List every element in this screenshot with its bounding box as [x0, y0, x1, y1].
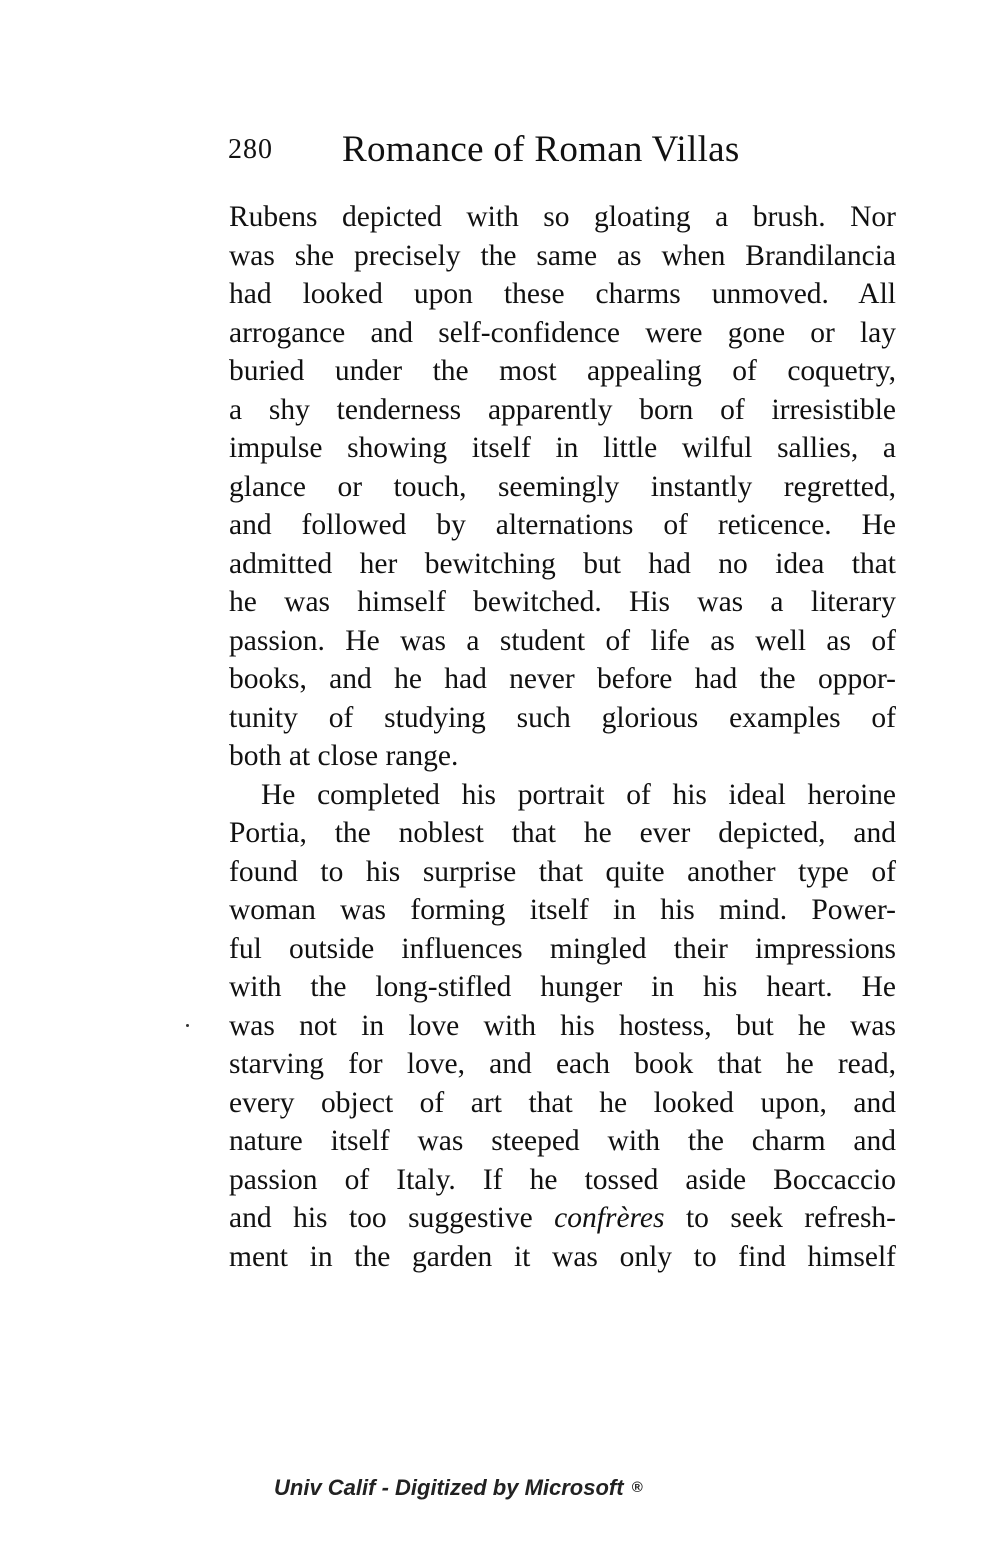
digitized-credit: Univ Calif - Digitized by Microsoft — [274, 1475, 624, 1500]
text-line: ment in the garden it was only to find himself — [229, 1240, 896, 1273]
text-line: nature itself was steeped with the charm and — [229, 1125, 896, 1157]
text-segment: to seek refresh- — [685, 1202, 897, 1234]
text-segment: and his too suggestive — [229, 1202, 533, 1234]
text-line: He completed his portrait of his ideal heroine — [261, 778, 896, 811]
text-line: had looked upon these charms unmoved. All — [229, 278, 896, 310]
text-line: books, and he had never before had the oppor- — [229, 663, 896, 695]
text-line: a shy tenderness apparently born of irresistible — [229, 393, 896, 426]
body-text — [229, 198, 896, 1276]
text-line: woman was forming itself in his mind. Power- — [229, 894, 896, 926]
text-line: every object of art that he looked upon, and — [229, 1086, 896, 1119]
text-line: impulse showing itself in little wilful sallies, a — [229, 432, 896, 464]
text-line: passion of Italy. If he tossed aside Boccaccio — [229, 1163, 896, 1196]
page-header — [228, 128, 908, 178]
text-line: both at close range. — [229, 740, 459, 772]
stray-ink-mark — [186, 1024, 189, 1027]
text-line: was not in love with his hostess, but he was — [229, 1009, 896, 1042]
text-line: Portia, the noblest that he ever depicted, and — [229, 817, 896, 849]
text-line: tunity of studying such glorious examples of — [229, 701, 896, 734]
text-line: glance or touch, seemingly instantly regretted, — [229, 470, 896, 503]
paragraph-1 — [229, 198, 896, 776]
text-line: buried under the most appealing of coquetry, — [229, 355, 896, 387]
text-line-with-italic — [229, 1199, 896, 1238]
paragraph-2 — [229, 776, 896, 1277]
text-line: passion. He was a student of life as well as of — [229, 624, 896, 657]
text-line: was she precisely the same as when Brandilancia — [229, 239, 896, 272]
text-line: ful outside influences mingled their impressions — [229, 932, 896, 965]
text-line: and followed by alternations of reticence. He — [229, 509, 896, 541]
text-line: Rubens depicted with so gloating a brush. Nor — [229, 201, 896, 233]
text-line: he was himself bewitched. His was a literary — [229, 586, 896, 618]
running-title: Romance of Roman Villas — [342, 129, 740, 170]
italic-word: confrères — [554, 1202, 665, 1234]
page-number: 280 — [228, 134, 273, 165]
microsoft-logo-icon: ® — [631, 1479, 643, 1496]
digitized-footer — [274, 1475, 643, 1501]
text-line: with the long-stifled hunger in his heart. He — [229, 971, 896, 1003]
text-line: starving for love, and each book that he read, — [229, 1048, 896, 1080]
text-line: admitted her bewitching but had no idea that — [229, 547, 896, 580]
text-line: found to his surprise that quite another type of — [229, 855, 896, 888]
text-line: arrogance and self-confidence were gone or lay — [229, 316, 896, 349]
